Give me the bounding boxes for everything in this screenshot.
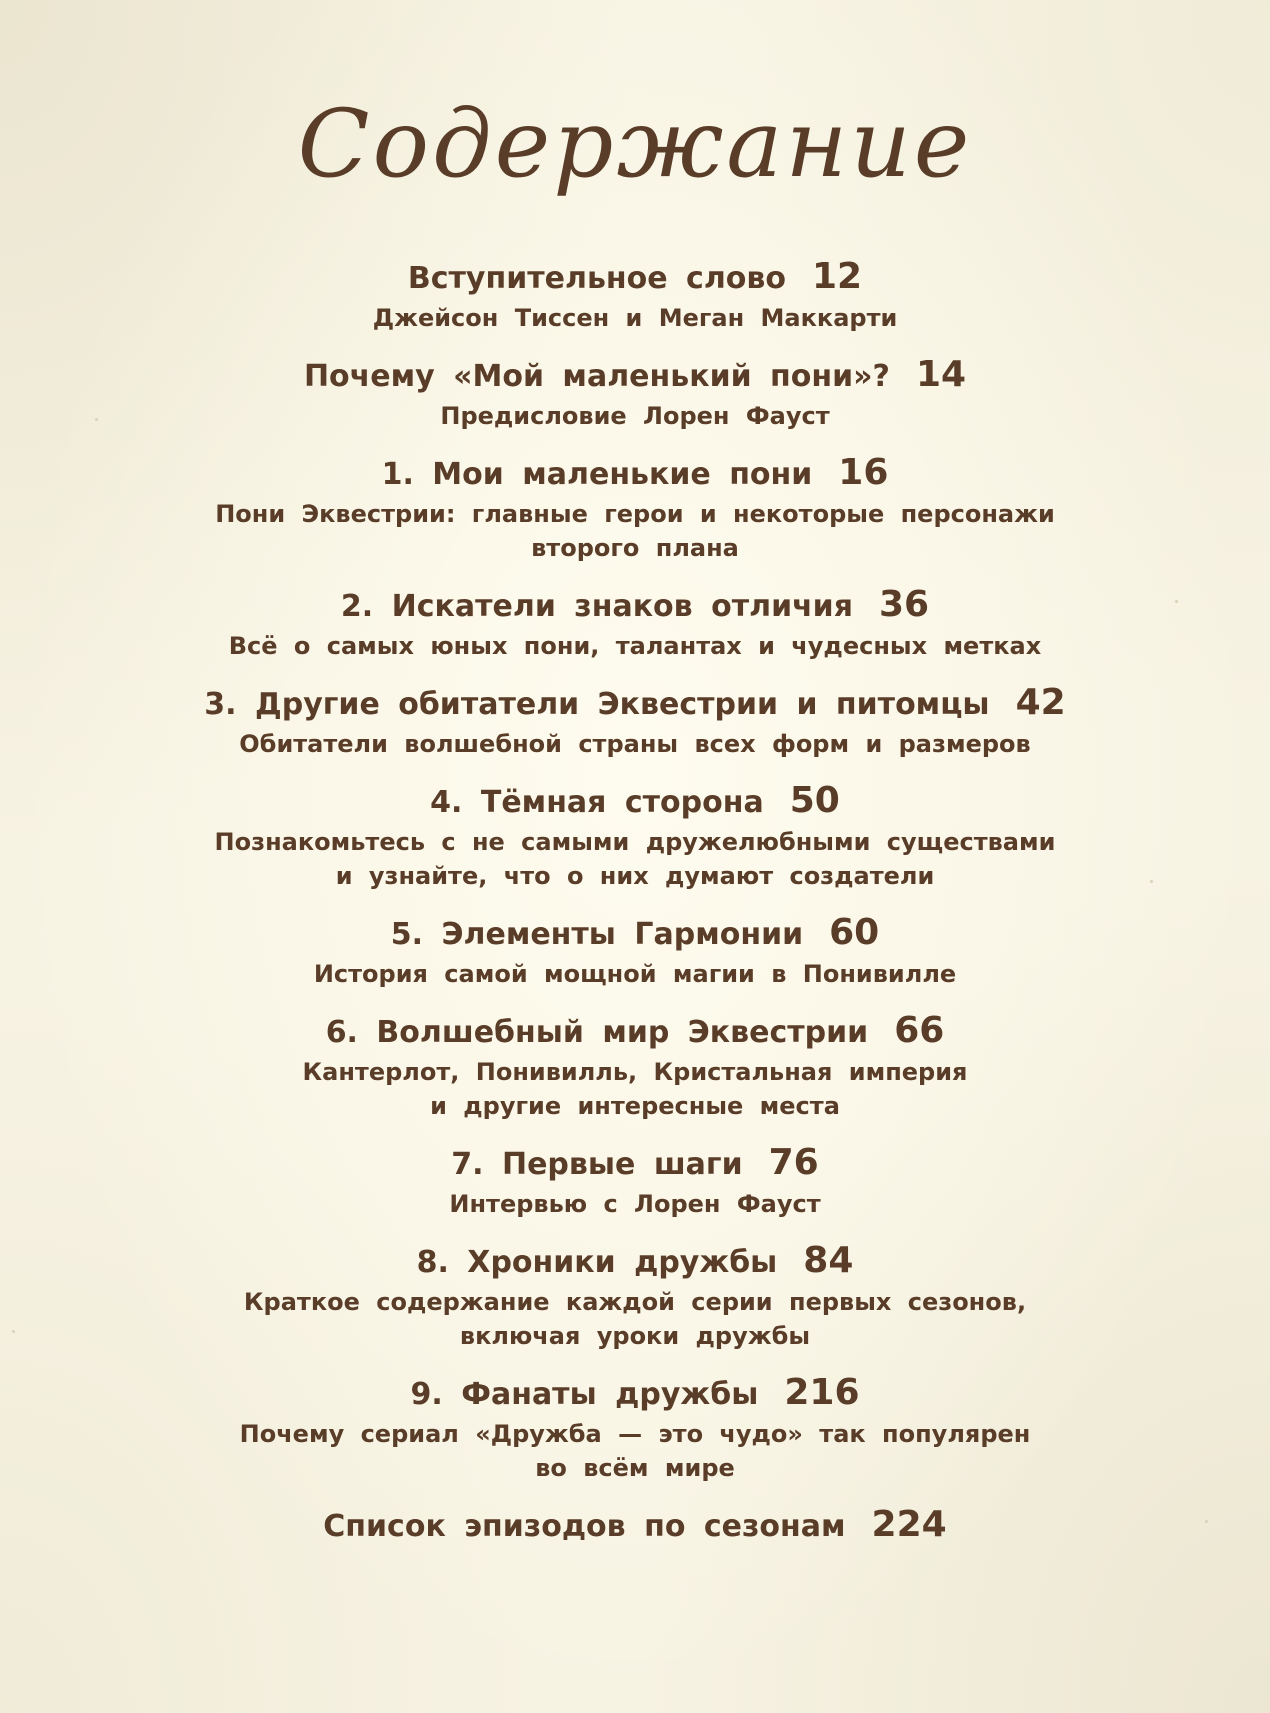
toc-entry[interactable]	[0, 583, 1270, 663]
toc-entry-title: Список эпизодов по сезонам	[323, 1509, 846, 1544]
toc-entry-title: 4. Тёмная сторона	[430, 785, 764, 820]
toc-entry-subtitle: История самой мощной магии в Понивилле	[313, 960, 957, 988]
toc-entry-heading	[0, 1009, 1270, 1055]
toc-entry-title: 8. Хроники дружбы	[416, 1245, 778, 1280]
toc-entry-subtitle: Джейсон Тиссен и Меган Маккарти	[372, 304, 898, 332]
toc-entry-page: 224	[871, 1504, 947, 1545]
paper-speck	[1205, 1520, 1208, 1523]
toc-entry-heading	[0, 1371, 1270, 1417]
toc-entry-title: 7. Первые шаги	[451, 1147, 743, 1182]
toc-entry[interactable]	[0, 1239, 1270, 1353]
toc-entry-heading	[0, 779, 1270, 825]
toc-entry[interactable]	[0, 353, 1270, 433]
toc-entry[interactable]	[0, 1503, 1270, 1549]
toc-entry-page: 216	[784, 1372, 860, 1413]
toc-entry-page: 50	[789, 780, 840, 821]
toc-entry-page: 16	[838, 452, 889, 493]
toc-entry-page: 12	[812, 256, 863, 297]
toc-entry[interactable]	[0, 1141, 1270, 1221]
toc-entry-title: Вступительное слово	[407, 261, 786, 296]
toc-entry-subtitle: и другие интересные места	[430, 1092, 840, 1120]
toc-entry-page: 14	[915, 354, 967, 395]
toc-entry-heading	[0, 681, 1270, 727]
toc-entry-subtitle: Предисловие Лорен Фауст	[440, 402, 830, 430]
toc-entry-page: 42	[1015, 682, 1066, 723]
toc-entry[interactable]	[0, 779, 1270, 893]
toc-entry-heading	[0, 1141, 1270, 1187]
toc-entry-page: 60	[829, 912, 880, 953]
toc-entry-subtitle: и узнайте, что о них думают создатели	[335, 862, 935, 890]
page-title: Содержание	[297, 90, 973, 199]
toc-entry-heading	[0, 583, 1270, 629]
toc-entry-title: 1. Мои маленькие пони	[381, 457, 813, 492]
toc-entry-page: 36	[878, 584, 930, 625]
toc-entry-subtitle: Интервью с Лорен Фауст	[449, 1190, 821, 1218]
toc-entry-subtitle: Краткое содержание каждой серии первых сезонов,	[243, 1288, 1027, 1316]
toc-entry-title: 6. Волшебный мир Эквестрии	[325, 1015, 869, 1050]
toc-entry-subtitle: Пони Эквестрии: главные герои и некоторые персонажи	[215, 500, 1055, 528]
toc-entry[interactable]	[0, 911, 1270, 991]
paper-speck	[1150, 880, 1153, 883]
toc-entry[interactable]	[0, 451, 1270, 565]
toc-entry[interactable]	[0, 681, 1270, 761]
toc-entry-subtitle: Обитатели волшебной страны всех форм и размеров	[239, 730, 1031, 758]
toc-entry-title: 5. Элементы Гармонии	[390, 917, 804, 952]
toc-entry-subtitle: Всё о самых юных пони, талантах и чудесных метках	[228, 632, 1042, 660]
toc-entry[interactable]	[0, 255, 1270, 335]
toc-entry-subtitle: Кантерлот, Понивилль, Кристальная империя	[302, 1058, 968, 1086]
toc-entry-heading	[0, 255, 1270, 301]
toc-entry-subtitle: второго плана	[531, 534, 739, 562]
table-of-contents	[0, 255, 1270, 1549]
toc-entry-subtitle: Познакомьтесь с не самыми дружелюбными существами	[214, 828, 1056, 856]
paper-speck	[1175, 600, 1178, 603]
toc-entry[interactable]	[0, 1371, 1270, 1485]
paper-speck	[12, 1330, 15, 1333]
toc-entry-heading	[0, 1503, 1270, 1549]
toc-entry-subtitle: Почему сериал «Дружба — это чудо» так популярен	[239, 1420, 1031, 1448]
toc-entry-page: 84	[803, 1240, 854, 1281]
toc-entry-heading	[0, 911, 1270, 957]
toc-entry-heading	[0, 1239, 1270, 1285]
toc-entry-subtitle: во всём мире	[535, 1454, 735, 1482]
toc-entry-title: 9. Фанаты дружбы	[410, 1377, 759, 1412]
toc-entry-title: Почему «Мой маленький пони»?	[303, 359, 890, 394]
toc-entry-heading	[0, 353, 1270, 399]
toc-entry[interactable]	[0, 1009, 1270, 1123]
toc-entry-heading	[0, 451, 1270, 497]
toc-entry-title: 3. Другие обитатели Эквестрии и питомцы	[204, 687, 990, 722]
toc-entry-page: 76	[768, 1142, 819, 1183]
toc-entry-subtitle: включая уроки дружбы	[459, 1322, 811, 1350]
toc-entry-title: 2. Искатели знаков отличия	[340, 589, 853, 624]
toc-entry-page: 66	[894, 1010, 945, 1051]
paper-speck	[95, 418, 98, 421]
